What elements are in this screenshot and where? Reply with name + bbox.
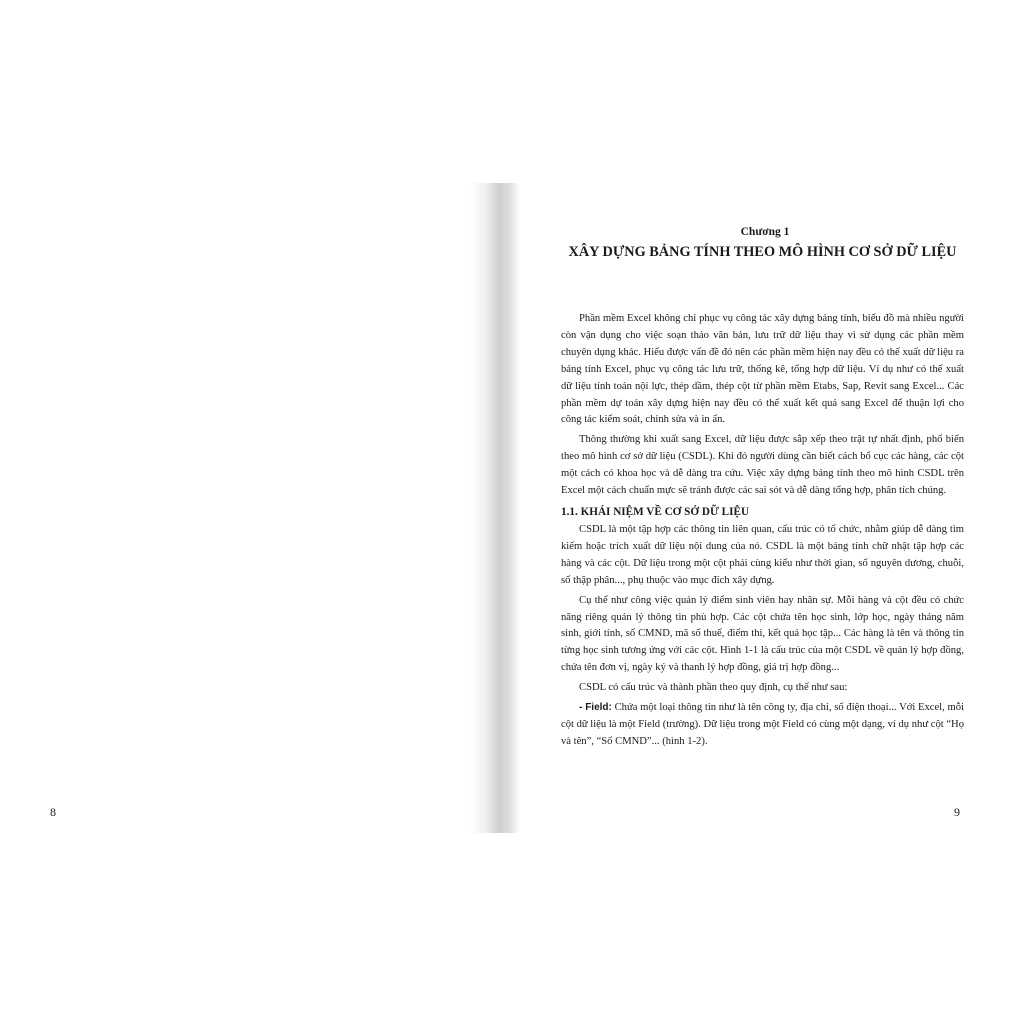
intro-paragraph-2: Thông thường khi xuất sang Excel, dữ liệu được sắp xếp theo trật tự nhất định, phổ biến theo mô hình cơ sở dữ liệu (CSDL). Khi đó người dùng cần biết cách bố cục các hàng, các cột một cách có khoa học và dễ dàng tra cứu. Việc xây dựng bảng tính theo mô hình CSDL trên Excel một cách chuẩn mực sẽ tránh được các sai sót và dễ dàng tổng hợp, phân tích chúng. xyxy=(561,434,964,497)
chapter-label: Chương 1 xyxy=(740,226,790,238)
field-definition xyxy=(561,700,964,751)
field-description: Chứa một loại thông tin như là tên công ty, địa chỉ, số điện thoại... Với Excel, mỗi cột dữ liệu là một Field (trường). Dữ liệu trong một Field có cùng một dạng, ví dụ như cột “Họ và tên”, “Số CMND”... (hình 1-2). xyxy=(561,702,964,747)
right-page xyxy=(561,226,964,751)
section-paragraph-1: CSDL là một tập hợp các thông tin liên quan, cấu trúc có tổ chức, nhằm giúp dễ dàng tìm kiếm hoặc trích xuất dữ liệu nội dung của nó. CSDL là một bảng tính chữ nhật tập hợp các hàng và các cột. Dữ liệu trong một cột phải cùng kiểu như thời gian, số nguyên dương, chuỗi, số thập phân..., phụ thuộc vào mục đích xây dựng. xyxy=(561,523,964,586)
section-paragraph-2: Cụ thể như công việc quản lý điểm sinh viên hay nhân sự. Mỗi hàng và cột đều có chức năng riêng quản lý thông tin phù hợp. Các cột chứa tên học sinh, lớp học, ngày tháng năm sinh, giới tính, số CMND, mã số thuế, điểm thi, kết quả học tập... Các hàng là tên và thông tin từng học sinh tương ứng với các cột. Hình 1-1 là cấu trúc của một CSDL về quản lý hợp đồng, chứa tên đơn vị, ngày ký và thanh lý hợp đồng, giá trị hợp đồng... xyxy=(561,594,964,674)
field-term: - Field: xyxy=(579,702,612,714)
body-text xyxy=(561,311,964,751)
section-heading: 1.1. KHÁI NIỆM VỀ CƠ SỞ DỮ LIỆU xyxy=(561,505,750,518)
chapter-title: XÂY DỰNG BẢNG TÍNH THEO MÔ HÌNH CƠ SỞ DỮ LIỆU xyxy=(568,244,957,260)
book-gutter-shadow xyxy=(470,183,520,833)
section-paragraph-3: CSDL có cấu trúc và thành phần theo quy định, cụ thể như sau: xyxy=(579,682,848,694)
left-page-number: 8 xyxy=(50,805,56,819)
right-page-number: 9 xyxy=(954,805,960,819)
intro-paragraph-1: Phần mềm Excel không chỉ phục vụ công tác xây dựng bảng tính, biểu đồ mà nhiều người còn vận dụng cho việc soạn thảo văn bản, lưu trữ dữ liệu thay vì sử dụng các phần mềm chuyên dụng khác. Hiểu được vấn đề đó nên các phần mềm hiện nay đều có thể xuất dữ liệu ra bảng tính Excel, phục vụ công tác lưu trữ, thống kê, tổng hợp dữ liệu. Ví dụ như có thể xuất dữ liệu tính toán nội lực, thép dầm, thép cột từ phần mềm Etabs, Sap, Revit sang Excel... Các phần mềm dự toán xây dựng hiện nay đều có thể xuất kết quả sang Excel để thuận lợi cho công tác kiểm soát, chỉnh sửa và in ấn. xyxy=(561,313,964,426)
